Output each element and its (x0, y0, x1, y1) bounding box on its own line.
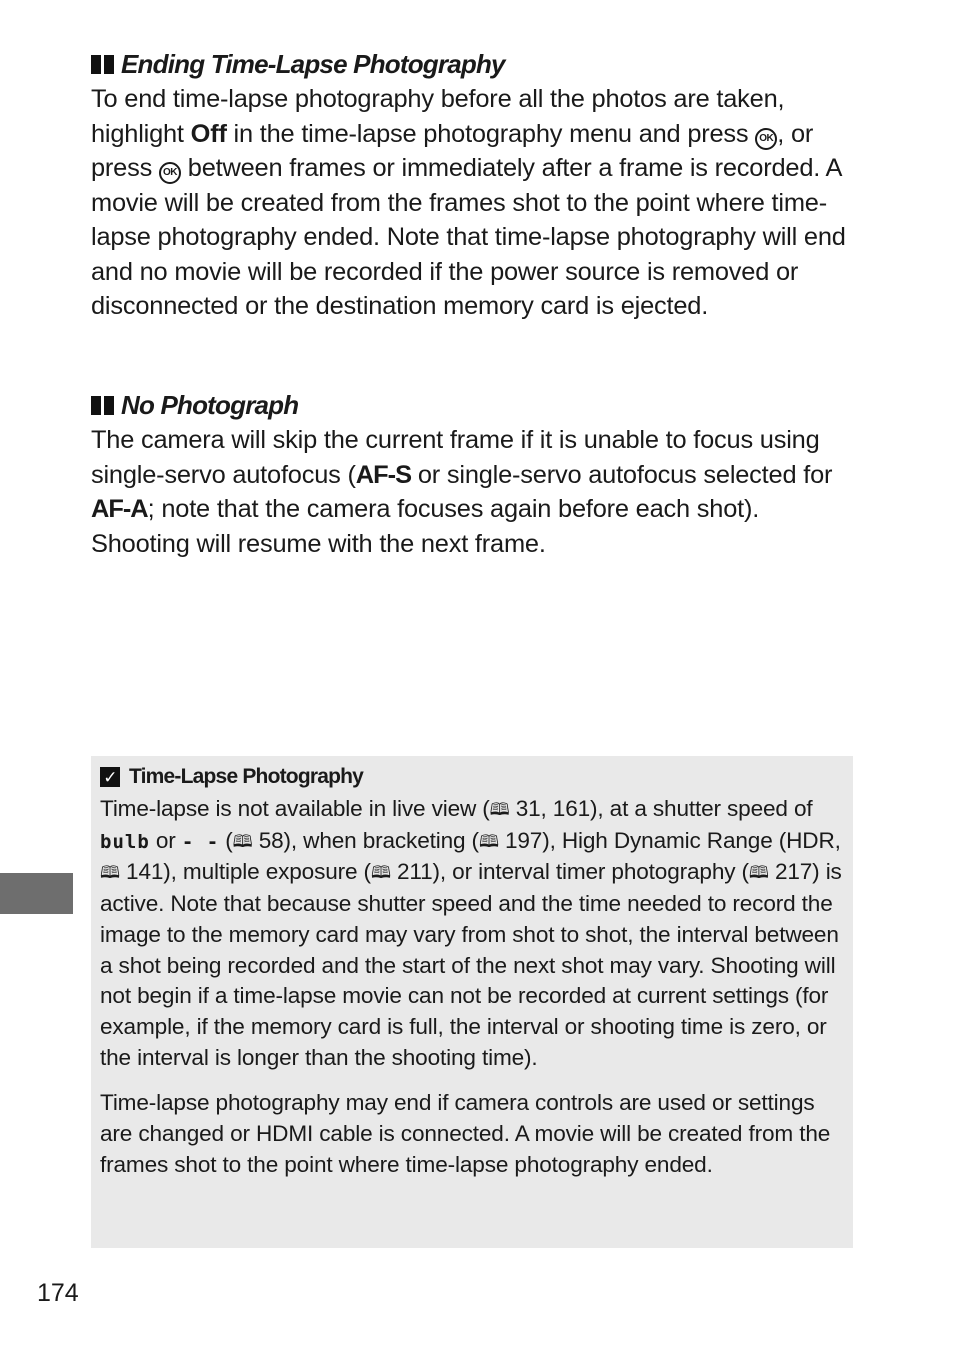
text-run: The camera will skip the current frame if it is unable to focus using single-servo autofocus ( (91, 426, 820, 489)
text-run: or (149, 827, 182, 853)
af-a-label: AF-A (91, 495, 148, 523)
text-run: 211), or interval timer photography ( (390, 859, 749, 885)
note-box (91, 756, 853, 1248)
section-marker-icon (91, 55, 114, 74)
off-label: Off (190, 119, 227, 148)
page-number: 174 (37, 1279, 79, 1307)
note-paragraph: Time-lapse photography may end if camera controls are used or settings are changed or HDMI cable is connected. A movie will be created from the frames shot to the point where time-lapse photography ended. (100, 1090, 831, 1177)
book-icon: 🕮 (370, 863, 391, 883)
book-icon: 🕮 (748, 863, 769, 883)
book-icon: 🕮 (489, 800, 510, 819)
text-run: in the time-lapse photography menu and press (226, 119, 756, 148)
paragraph (91, 423, 861, 561)
text-run: To end time-lapse photography before all the photos are taken, highlight (91, 85, 785, 148)
text-run: 197), High Dynamic Range (HDR, (498, 827, 841, 853)
text-run: Time-lapse is not available in live view ( (100, 796, 490, 821)
text-run: ( (219, 827, 233, 853)
section-marker-icon (91, 396, 114, 415)
section-heading (91, 389, 861, 421)
text-run: 141), multiple exposure ( (119, 859, 371, 885)
note-title (100, 760, 843, 794)
text-run: 217) is active. Note that because shutter speed and the time needed to record the image to the memory card may vary from shot to shot, the interval between a shot being recorded and the start of the next shot may vary. Shooting will not begin if a time-lapse movie can not be recorded at current settings (for example, if the memory card is full, the interval or shooting time is zero, or the interval is longer than the shooting time). (100, 859, 842, 1070)
heading-text: Ending Time-Lapse Photography (121, 49, 505, 79)
section-ending-time-lapse (91, 48, 861, 324)
section-heading (91, 48, 861, 80)
text-run: , or press (91, 119, 814, 182)
text-run: 58), when bracketing ( (252, 827, 479, 853)
book-icon: 🕮 (100, 863, 120, 883)
chapter-tab (0, 873, 73, 914)
text-run: 31, 161), at a shutter speed of (509, 796, 813, 821)
book-icon: 🕮 (478, 831, 499, 851)
time-lcd-text: - - (181, 830, 220, 853)
af-s-label: AF-S (355, 460, 412, 489)
book-icon: 🕮 (232, 831, 253, 851)
paragraph (91, 82, 861, 324)
ok-button-icon: OK (755, 128, 777, 150)
note-title-text: Time-Lapse Photography (129, 765, 364, 788)
bulb-lcd-text: bulb (100, 830, 150, 853)
section-no-photograph (91, 389, 861, 561)
text-run: between frames or immediately after a frame is recorded. A movie will be created from the frames shot to the point where time-lapse photography ended. Note that time-lapse photography will end and no movie will be recorded if the power source is removed or disconnected or the destination memory card is ejected. (91, 154, 846, 320)
text-run: or single-servo autofocus selected for (411, 460, 833, 489)
heading-text: No Photograph (121, 390, 299, 420)
note-paragraph (100, 794, 843, 1073)
text-run: ; note that the camera focuses again before each shot). Shooting will resume with the next frame. (91, 495, 760, 558)
checkmark-icon: ✓ (100, 767, 120, 787)
ok-button-icon: OK (159, 162, 181, 184)
